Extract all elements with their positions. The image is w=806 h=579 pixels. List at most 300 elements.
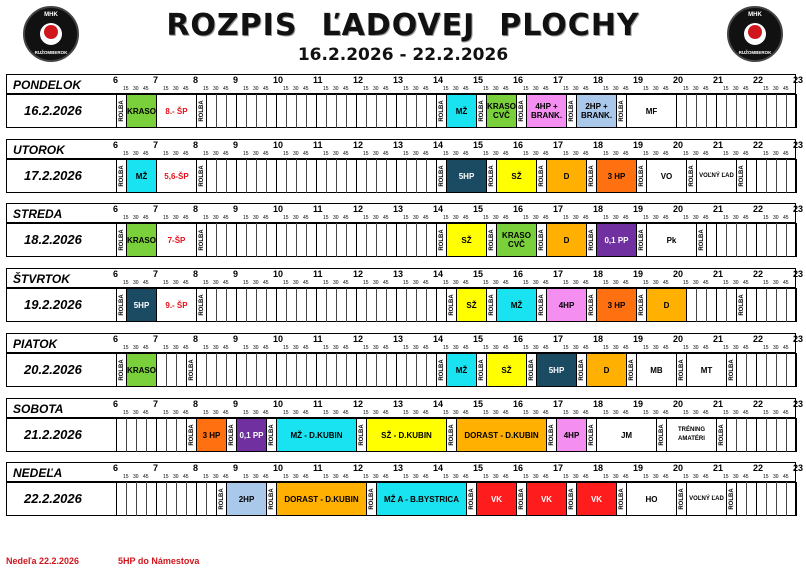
hour-label: 8 [193,399,199,409]
hour-label: 10 [273,140,284,150]
slot-divider [376,223,377,257]
quarter-label: 30 [333,151,339,157]
slot-divider [416,353,417,387]
quarter-label: 45 [223,474,229,480]
session-block[interactable]: MB [636,353,677,387]
slot-divider [286,94,287,128]
session-block[interactable]: KRASO [126,94,157,128]
quarter-label: 30 [213,280,219,286]
hour-label: 9 [233,75,239,85]
slot-divider [726,288,727,322]
session-block[interactable]: VK [476,482,517,516]
quarter-label: 45 [743,151,749,157]
slot-divider [266,159,267,193]
quarter-label: 30 [693,474,699,480]
slot-divider [796,223,797,257]
slot-divider [776,418,777,452]
slot-divider [426,223,427,257]
quarter-label: 30 [733,151,739,157]
hour-label: 11 [313,140,323,150]
slot-divider [416,94,417,128]
quarter-label: 30 [653,345,659,351]
slot-divider [226,223,227,257]
slot-divider [786,159,787,193]
quarter-label: 15 [603,86,609,92]
quarter-label: 30 [293,215,299,221]
quarter-label: 30 [693,280,699,286]
hour-label: 12 [353,75,364,85]
quarter-label: 30 [773,86,779,92]
session-block[interactable]: 3 HP [596,288,637,322]
session-block[interactable]: 5HP [536,353,577,387]
quarter-label: 45 [263,410,269,416]
session-block[interactable]: VO [646,159,687,193]
slot-divider [146,482,147,516]
session-block[interactable]: 9.- ŠP [156,288,197,322]
quarter-label: 45 [183,151,189,157]
quarter-label: 30 [693,215,699,221]
session-block[interactable]: JM [596,418,657,452]
session-block[interactable]: 4HP [556,418,587,452]
quarter-label: 15 [203,151,209,157]
session-block[interactable]: KRASO [126,353,157,387]
session-block[interactable]: 4HP [546,288,587,322]
quarter-label: 45 [223,151,229,157]
session-block[interactable]: MŽ - D.KUBIN [276,418,357,452]
quarter-label: 45 [783,474,789,480]
quarter-label: 15 [323,474,329,480]
session-block[interactable]: D [586,353,627,387]
session-block[interactable]: VOĽNÝ ĽAD [686,482,727,516]
quarter-label: 15 [723,280,729,286]
quarter-label: 45 [783,86,789,92]
slot-divider [306,159,307,193]
slot-divider [246,94,247,128]
quarter-label: 15 [483,410,489,416]
session-block[interactable]: MF [626,94,677,128]
quarter-label: 30 [613,280,619,286]
session-block[interactable]: MŽ A - B.BYSTRICA [376,482,467,516]
slot-divider [166,482,167,516]
hour-label: 20 [673,140,684,150]
day-name: SOBOTA [13,402,64,416]
quarter-label: 15 [243,215,249,221]
hour-label: 10 [273,204,284,214]
session-block[interactable]: MŽ [446,353,477,387]
quarter-label: 30 [213,474,219,480]
quarter-label: 45 [143,280,149,286]
quarter-label: 30 [493,280,499,286]
quarter-label: 30 [373,345,379,351]
slot-divider [276,223,277,257]
session-block[interactable]: 0,1 PP [596,223,637,257]
session-block[interactable]: MŽ [126,159,157,193]
quarter-label: 15 [683,151,689,157]
hour-label: 12 [353,140,364,150]
slot-divider [376,353,377,387]
session-block[interactable]: 2HP + BRANK. [576,94,617,128]
slot-divider [286,159,287,193]
session-block[interactable]: D [546,223,587,257]
quarter-label: 45 [423,280,429,286]
rolba-label: ROLBA [488,229,495,251]
slot-divider [766,353,767,387]
slot-divider [326,353,327,387]
hour-label: 14 [433,269,444,279]
quarter-label: 30 [653,474,659,480]
hour-label: 8 [193,75,199,85]
quarter-label: 45 [303,280,309,286]
slot-divider [276,159,277,193]
slot-divider [346,94,347,128]
quarter-label: 30 [493,215,499,221]
quarter-label: 15 [323,86,329,92]
slot-divider [176,482,177,516]
slot-divider [736,418,737,452]
session-block[interactable]: MŽ [496,288,537,322]
footer-note-text: 5HP do Námestova [118,556,200,566]
quarter-label: 30 [413,345,419,351]
slot-divider [756,94,757,128]
day-date: 16.2.2026 [24,103,82,118]
quarter-label: 15 [323,345,329,351]
session-block[interactable]: 7-ŠP [156,223,197,257]
slot-divider [436,288,437,322]
session-block[interactable]: VK [576,482,617,516]
rolba-label: ROLBA [518,488,525,510]
quarter-label: 15 [523,151,529,157]
hour-label: 8 [193,140,199,150]
hour-label: 9 [233,204,239,214]
session-block[interactable]: SŽ - D.KUBIN [366,418,447,452]
quarter-label: 45 [183,215,189,221]
quarter-label: 45 [183,474,189,480]
quarter-label: 15 [443,410,449,416]
quarter-label: 45 [583,215,589,221]
quarter-label: 30 [133,345,139,351]
rolba-label: ROLBA [548,424,555,446]
session-block[interactable]: 5HP [126,288,157,322]
quarter-label: 15 [643,280,649,286]
hour-label: 6 [113,463,119,473]
quarter-label: 45 [423,345,429,351]
session-block[interactable]: 8.- ŠP [156,94,197,128]
quarter-label: 30 [453,345,459,351]
quarter-label: 30 [573,215,579,221]
session-block[interactable]: HO [626,482,677,516]
quarter-label: 30 [413,474,419,480]
hour-label: 18 [593,75,604,85]
quarter-label: 30 [653,410,659,416]
quarter-label: 15 [243,410,249,416]
session-block[interactable]: 3 HP [196,418,227,452]
quarter-label: 30 [573,474,579,480]
quarter-label: 15 [483,474,489,480]
quarter-label: 15 [523,215,529,221]
hour-label: 19 [633,269,644,279]
session-block[interactable]: KRASO [126,223,157,257]
quarter-label: 45 [343,410,349,416]
slot-divider [346,288,347,322]
session-block[interactable]: Pk [646,223,697,257]
rolba-slot [196,223,207,257]
slot-divider [786,482,787,516]
slot-divider [346,223,347,257]
hour-label: 8 [193,334,199,344]
quarter-label: 15 [523,345,529,351]
session-block[interactable]: DORAST - D.KUBIN [456,418,547,452]
slot-divider [326,159,327,193]
rolba-label: ROLBA [678,359,685,381]
quarter-label: 15 [563,410,569,416]
hour-label: 14 [433,140,444,150]
quarter-label: 15 [483,151,489,157]
quarter-label: 45 [583,86,589,92]
slot-divider [286,223,287,257]
slot-divider [336,159,337,193]
slot-divider [236,159,237,193]
quarter-label: 30 [573,410,579,416]
hour-label: 15 [473,269,484,279]
slot-divider [316,288,317,322]
quarter-label: 15 [603,345,609,351]
session-block[interactable]: MŽ [446,94,477,128]
quarter-label: 45 [263,151,269,157]
quarter-label: 15 [283,280,289,286]
quarter-label: 15 [683,410,689,416]
session-block[interactable]: 5,6-ŠP [156,159,197,193]
slot-divider [696,94,697,128]
rolba-slot [736,159,747,193]
slot-divider [736,223,737,257]
quarter-label: 15 [123,280,129,286]
day-name: UTOROK [13,143,65,157]
quarter-label: 30 [733,86,739,92]
quarter-label: 15 [283,474,289,480]
hour-label: 13 [393,269,404,279]
quarter-label: 15 [643,151,649,157]
quarter-label: 30 [533,280,539,286]
quarter-label: 15 [763,215,769,221]
quarter-label: 15 [443,86,449,92]
rolba-label: ROLBA [568,488,575,510]
hour-label: 18 [593,204,604,214]
hour-label: 19 [633,140,644,150]
session-block[interactable]: 0,1 PP [236,418,267,452]
session-block[interactable]: D [546,159,587,193]
hour-label: 21 [713,463,724,473]
slot-divider [766,482,767,516]
quarter-label: 45 [783,345,789,351]
quarter-label: 30 [133,215,139,221]
quarter-label: 30 [373,280,379,286]
quarter-label: 30 [693,345,699,351]
slot-divider [256,353,257,387]
session-block[interactable]: 3 HP [596,159,637,193]
slot-divider [356,94,357,128]
quarter-label: 30 [693,86,699,92]
hour-label: 10 [273,463,284,473]
quarter-label: 45 [303,474,309,480]
session-block[interactable]: SŽ [456,288,487,322]
slot-divider [346,353,347,387]
quarter-label: 15 [163,280,169,286]
slot-divider [746,94,747,128]
hour-label: 23 [793,334,804,344]
session-block[interactable]: DORAST - D.KUBIN [276,482,367,516]
quarter-label: 45 [223,215,229,221]
slot-divider [316,353,317,387]
quarter-label: 30 [573,86,579,92]
quarter-label: 30 [373,474,379,480]
quarter-label: 30 [573,151,579,157]
session-block[interactable]: VOĽNÝ ĽAD [696,159,737,193]
quarter-label: 30 [453,215,459,221]
quarter-label: 45 [503,86,509,92]
slot-divider [356,288,357,322]
hour-label: 16 [513,463,524,473]
quarter-label: 45 [583,474,589,480]
hour-label: 14 [433,204,444,214]
quarter-label: 30 [613,410,619,416]
quarter-label: 30 [493,410,499,416]
quarter-label: 30 [413,86,419,92]
hour-label: 23 [793,75,804,85]
quarter-label: 15 [203,86,209,92]
quarter-label: 30 [493,86,499,92]
quarter-label: 30 [733,215,739,221]
slot-divider [766,418,767,452]
quarter-label: 15 [283,410,289,416]
slot-divider [336,353,337,387]
hour-label: 15 [473,334,484,344]
quarter-label: 15 [403,86,409,92]
quarter-label: 30 [373,86,379,92]
quarter-label: 45 [463,410,469,416]
quarter-label: 45 [423,86,429,92]
slot-divider [716,288,717,322]
quarter-label: 30 [733,474,739,480]
quarter-label: 45 [583,280,589,286]
slot-divider [406,94,407,128]
quarter-label: 30 [293,474,299,480]
quarter-label: 30 [293,345,299,351]
session-block[interactable]: SŽ [486,353,527,387]
quarter-label: 45 [783,215,789,221]
slot-divider [246,223,247,257]
session-block[interactable]: 4HP + BRANK. [526,94,567,128]
quarter-label: 15 [283,345,289,351]
quarter-label: 15 [723,86,729,92]
quarter-label: 30 [733,345,739,351]
quarter-label: 15 [123,215,129,221]
quarter-label: 15 [643,410,649,416]
slot-divider [796,159,797,193]
quarter-label: 30 [573,280,579,286]
logo-text-top: MHK [44,12,58,18]
rolba-label: ROLBA [118,100,125,122]
hour-label: 18 [593,399,604,409]
quarter-label: 30 [333,474,339,480]
slot-divider [246,159,247,193]
slot-divider [306,94,307,128]
hour-label: 8 [193,204,199,214]
session-block[interactable]: KRASO CVČ [496,223,537,257]
slot-divider [796,418,797,452]
quarter-label: 30 [173,345,179,351]
day-date: 20.2.2026 [24,362,82,377]
session-block[interactable]: MT [686,353,727,387]
quarter-label: 15 [723,215,729,221]
session-block[interactable]: TRÉNING AMATÉRI [666,418,717,452]
hour-label: 20 [673,75,684,85]
quarter-label: 15 [323,215,329,221]
quarter-label: 30 [533,474,539,480]
slot-divider [226,353,227,387]
day-date: 17.2.2026 [24,168,82,183]
quarter-label: 15 [483,280,489,286]
quarter-label: 15 [403,280,409,286]
session-block[interactable]: D [646,288,687,322]
session-block[interactable]: VK [526,482,567,516]
slot-divider [686,94,687,128]
hour-label: 11 [313,269,323,279]
slot-divider [226,288,227,322]
quarter-label: 45 [383,474,389,480]
slot-divider [316,223,317,257]
rolba-label: ROLBA [738,165,745,187]
hour-label: 19 [633,204,644,214]
rolba-label: ROLBA [468,488,475,510]
slot-divider [776,159,777,193]
hour-label: 21 [713,140,724,150]
slot-divider [416,223,417,257]
quarter-label: 15 [403,215,409,221]
quarter-label: 30 [613,151,619,157]
session-block[interactable]: SŽ [496,159,537,193]
hour-label: 16 [513,140,524,150]
slot-divider [356,353,357,387]
quarter-label: 30 [453,474,459,480]
hour-label: 13 [393,334,404,344]
quarter-label: 45 [383,410,389,416]
session-block[interactable]: KRASO CVČ [486,94,517,128]
quarter-label: 45 [583,151,589,157]
slot-divider [426,288,427,322]
rolba-label: ROLBA [218,488,225,510]
quarter-label: 45 [623,86,629,92]
slot-divider [756,353,757,387]
quarter-label: 45 [663,474,669,480]
rolba-slot [186,353,197,387]
quarter-label: 30 [213,215,219,221]
quarter-label: 15 [163,86,169,92]
session-block[interactable]: 2HP [226,482,267,516]
slot-divider [226,94,227,128]
hour-label: 23 [793,204,804,214]
slot-divider [776,482,777,516]
session-block[interactable]: 5HP [446,159,487,193]
quarter-label: 15 [603,280,609,286]
hour-label: 9 [233,269,239,279]
quarter-label: 30 [293,280,299,286]
quarter-label: 30 [333,280,339,286]
quarter-label: 15 [723,410,729,416]
session-block[interactable]: SŽ [446,223,487,257]
rolba-label: ROLBA [588,424,595,446]
quarter-label: 15 [243,474,249,480]
quarter-label: 15 [563,474,569,480]
